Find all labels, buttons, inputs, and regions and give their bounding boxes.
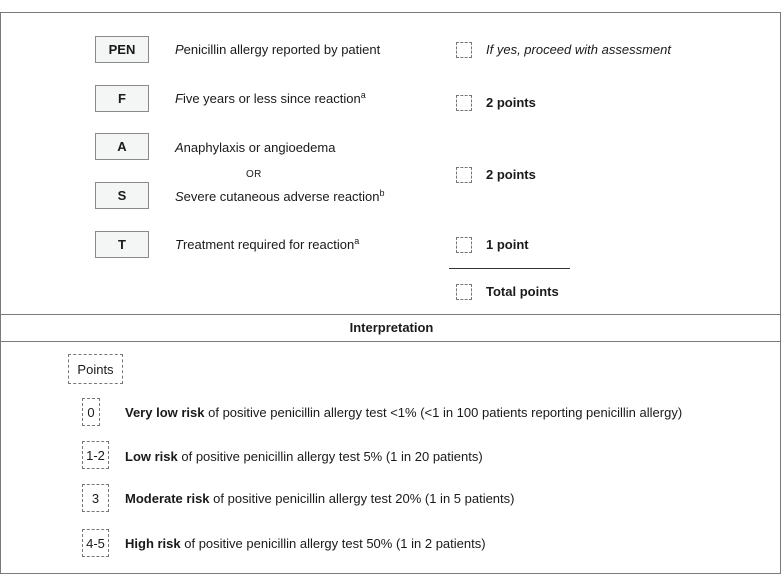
points-header-label: Points xyxy=(77,361,114,377)
risk-level: High risk xyxy=(125,536,181,551)
risk-level: Very low risk xyxy=(125,405,205,420)
criterion-text: enicillin allergy reported by patient xyxy=(183,42,381,57)
criterion-initial: A xyxy=(175,140,184,155)
code-label: S xyxy=(117,188,127,203)
checkbox-t[interactable] xyxy=(456,237,472,253)
footnote-marker: b xyxy=(379,188,385,198)
points-value: 1-2 xyxy=(86,447,105,463)
points-box-0 xyxy=(82,398,100,426)
score-pen: If yes, proceed with assessment xyxy=(486,42,671,57)
footnote-marker: a xyxy=(354,236,360,246)
score-a-or-s: 2 points xyxy=(486,167,536,182)
code-label: A xyxy=(117,139,127,154)
criterion-pen xyxy=(175,42,380,57)
section-divider-bottom xyxy=(1,341,780,342)
criterion-s xyxy=(175,189,385,204)
criterion-initial: P xyxy=(175,42,184,57)
checkbox-total[interactable] xyxy=(456,284,472,300)
risk-description: of positive penicillin allergy test 50% (1 in 2 patients) xyxy=(180,536,486,551)
risk-row-very-low xyxy=(125,405,682,420)
footnote-marker: a xyxy=(360,90,366,100)
code-box-s xyxy=(95,182,149,209)
risk-level: Moderate risk xyxy=(125,491,210,506)
risk-description: of positive penicillin allergy test 5% (1 in 20 patients) xyxy=(177,449,483,464)
risk-description: of positive penicillin allergy test <1% (<1 in 100 patients reporting penicillin allergy) xyxy=(204,405,683,420)
points-box-4-5 xyxy=(82,529,109,557)
criterion-t xyxy=(175,237,359,252)
risk-level: Low risk xyxy=(125,449,178,464)
code-box-pen xyxy=(95,36,149,63)
code-label: PEN xyxy=(108,42,136,57)
criterion-initial: F xyxy=(175,91,183,106)
risk-row-low xyxy=(125,449,483,464)
points-value: 3 xyxy=(91,490,100,506)
section-divider-top xyxy=(1,314,780,315)
checkbox-a-or-s[interactable] xyxy=(456,167,472,183)
criterion-text: evere cutaneous adverse reaction xyxy=(183,189,380,204)
code-box-a xyxy=(95,133,149,160)
criterion-initial: S xyxy=(175,189,184,204)
code-box-t xyxy=(95,231,149,258)
criterion-text: naphylaxis or angioedema xyxy=(183,140,336,155)
interpretation-title: Interpretation xyxy=(349,320,434,335)
score-t: 1 point xyxy=(486,237,529,252)
criterion-text: reatment required for reaction xyxy=(182,237,355,252)
points-value: 4-5 xyxy=(86,535,105,551)
risk-row-high xyxy=(125,536,486,551)
code-label: T xyxy=(118,237,126,252)
points-box-1-2 xyxy=(82,441,109,469)
points-header xyxy=(68,354,123,384)
checkbox-f[interactable] xyxy=(456,95,472,111)
code-box-f xyxy=(95,85,149,112)
or-label: OR xyxy=(246,169,262,180)
risk-row-moderate xyxy=(125,491,514,506)
points-value: 0 xyxy=(87,404,95,420)
checkbox-pen[interactable] xyxy=(456,42,472,58)
points-box-3 xyxy=(82,484,109,512)
code-label: F xyxy=(118,91,126,106)
sum-line xyxy=(449,268,570,269)
risk-description: of positive penicillin allergy test 20% (1 in 5 patients) xyxy=(209,491,515,506)
criterion-a xyxy=(175,140,335,155)
criterion-text: ive years or less since reaction xyxy=(182,91,361,106)
score-f: 2 points xyxy=(486,95,536,110)
criterion-f xyxy=(175,91,366,106)
score-total: Total points xyxy=(486,284,559,299)
criterion-initial: T xyxy=(175,237,183,252)
